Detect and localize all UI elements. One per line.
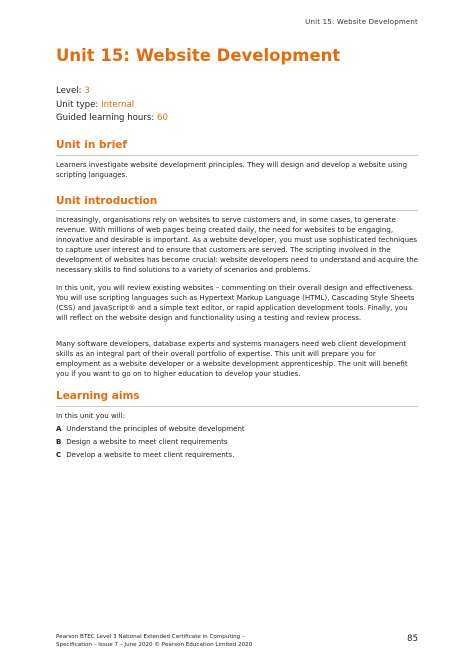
aim-text: Understand the principles of website development xyxy=(66,424,245,433)
section-divider xyxy=(56,406,418,407)
section-heading-aims: Learning aims xyxy=(56,390,140,402)
meta-level-value: 3 xyxy=(84,86,90,96)
list-item xyxy=(56,448,418,461)
meta-hours-label: Guided learning hours: xyxy=(56,113,158,123)
intro-paragraph-2: In this unit, you will review existing websites – commenting on their overall design and effectiveness. You will use scripting languages such as Hypertext Markup Language (HTML), Cascading Style Sheets (CSS) and JavaScript® and a simple text editor, or rapid application development tools. Finally, you will reflect on the website design and functionality using a testing and review process. xyxy=(56,283,415,322)
aim-text: Design a website to meet client requirements xyxy=(66,437,228,446)
meta-type xyxy=(56,99,168,113)
footer-line-2: Specification – Issue 7 – June 2020 © Pearson Education Limited 2020 xyxy=(56,641,253,648)
aim-letter: A xyxy=(56,424,62,433)
meta-type-label: Unit type: xyxy=(56,99,102,110)
list-item xyxy=(56,422,418,435)
meta-type-value: Internal xyxy=(101,99,135,110)
running-header: Unit 15: Website Development xyxy=(305,18,418,26)
meta-level xyxy=(56,85,168,99)
footer-line-1: Pearson BTEC Level 3 National Extended Certificate in Computing – xyxy=(56,634,245,640)
intro-paragraph-1: Increasingly, organisations rely on websites to serve customers and, in some cases, to generate revenue. With millions of web pages being created daily, the need for websites to be engaging, innovative and desirable is important. As a website developer, you must use sophisticated techniques to capture user interest and to ensure that customers are served. The scripting involved in the development of websites has become crucial: website developers need to understand and acquire the necessary skills to find solutions to a variety of scenarios and problems. xyxy=(56,215,419,274)
section-divider xyxy=(56,210,418,211)
meta-level-label: Level: xyxy=(56,86,85,96)
section-divider xyxy=(56,155,418,156)
section-heading-brief: Unit in brief xyxy=(56,139,127,151)
aims-intro: In this unit you will: xyxy=(56,411,125,420)
meta-hours-value: 60 xyxy=(157,113,168,123)
brief-text: Learners investigate website development principles. They will design and develop a website using scripting languages. xyxy=(56,160,408,179)
section-heading-introduction: Unit introduction xyxy=(56,195,158,207)
intro-paragraph-3: Many software developers, database experts and systems managers need web client development skills as an integral part of their overall portfolio of expertise. This unit will prepare you for employment as a website developer or a website development apprenticeship. The unit will benefit you if you want to go on to higher education to develop your studies. xyxy=(56,339,408,378)
page-number: 85 xyxy=(407,634,418,644)
learning-aims-list xyxy=(56,422,418,461)
unit-meta xyxy=(56,85,168,126)
list-item xyxy=(56,435,418,448)
footer xyxy=(56,634,418,649)
aim-letter: B xyxy=(56,437,62,446)
aim-letter: C xyxy=(56,450,62,459)
aim-text: Develop a website to meet client requirements. xyxy=(66,450,235,459)
page-title: Unit 15: Website Development xyxy=(56,46,341,65)
meta-hours xyxy=(56,112,168,126)
